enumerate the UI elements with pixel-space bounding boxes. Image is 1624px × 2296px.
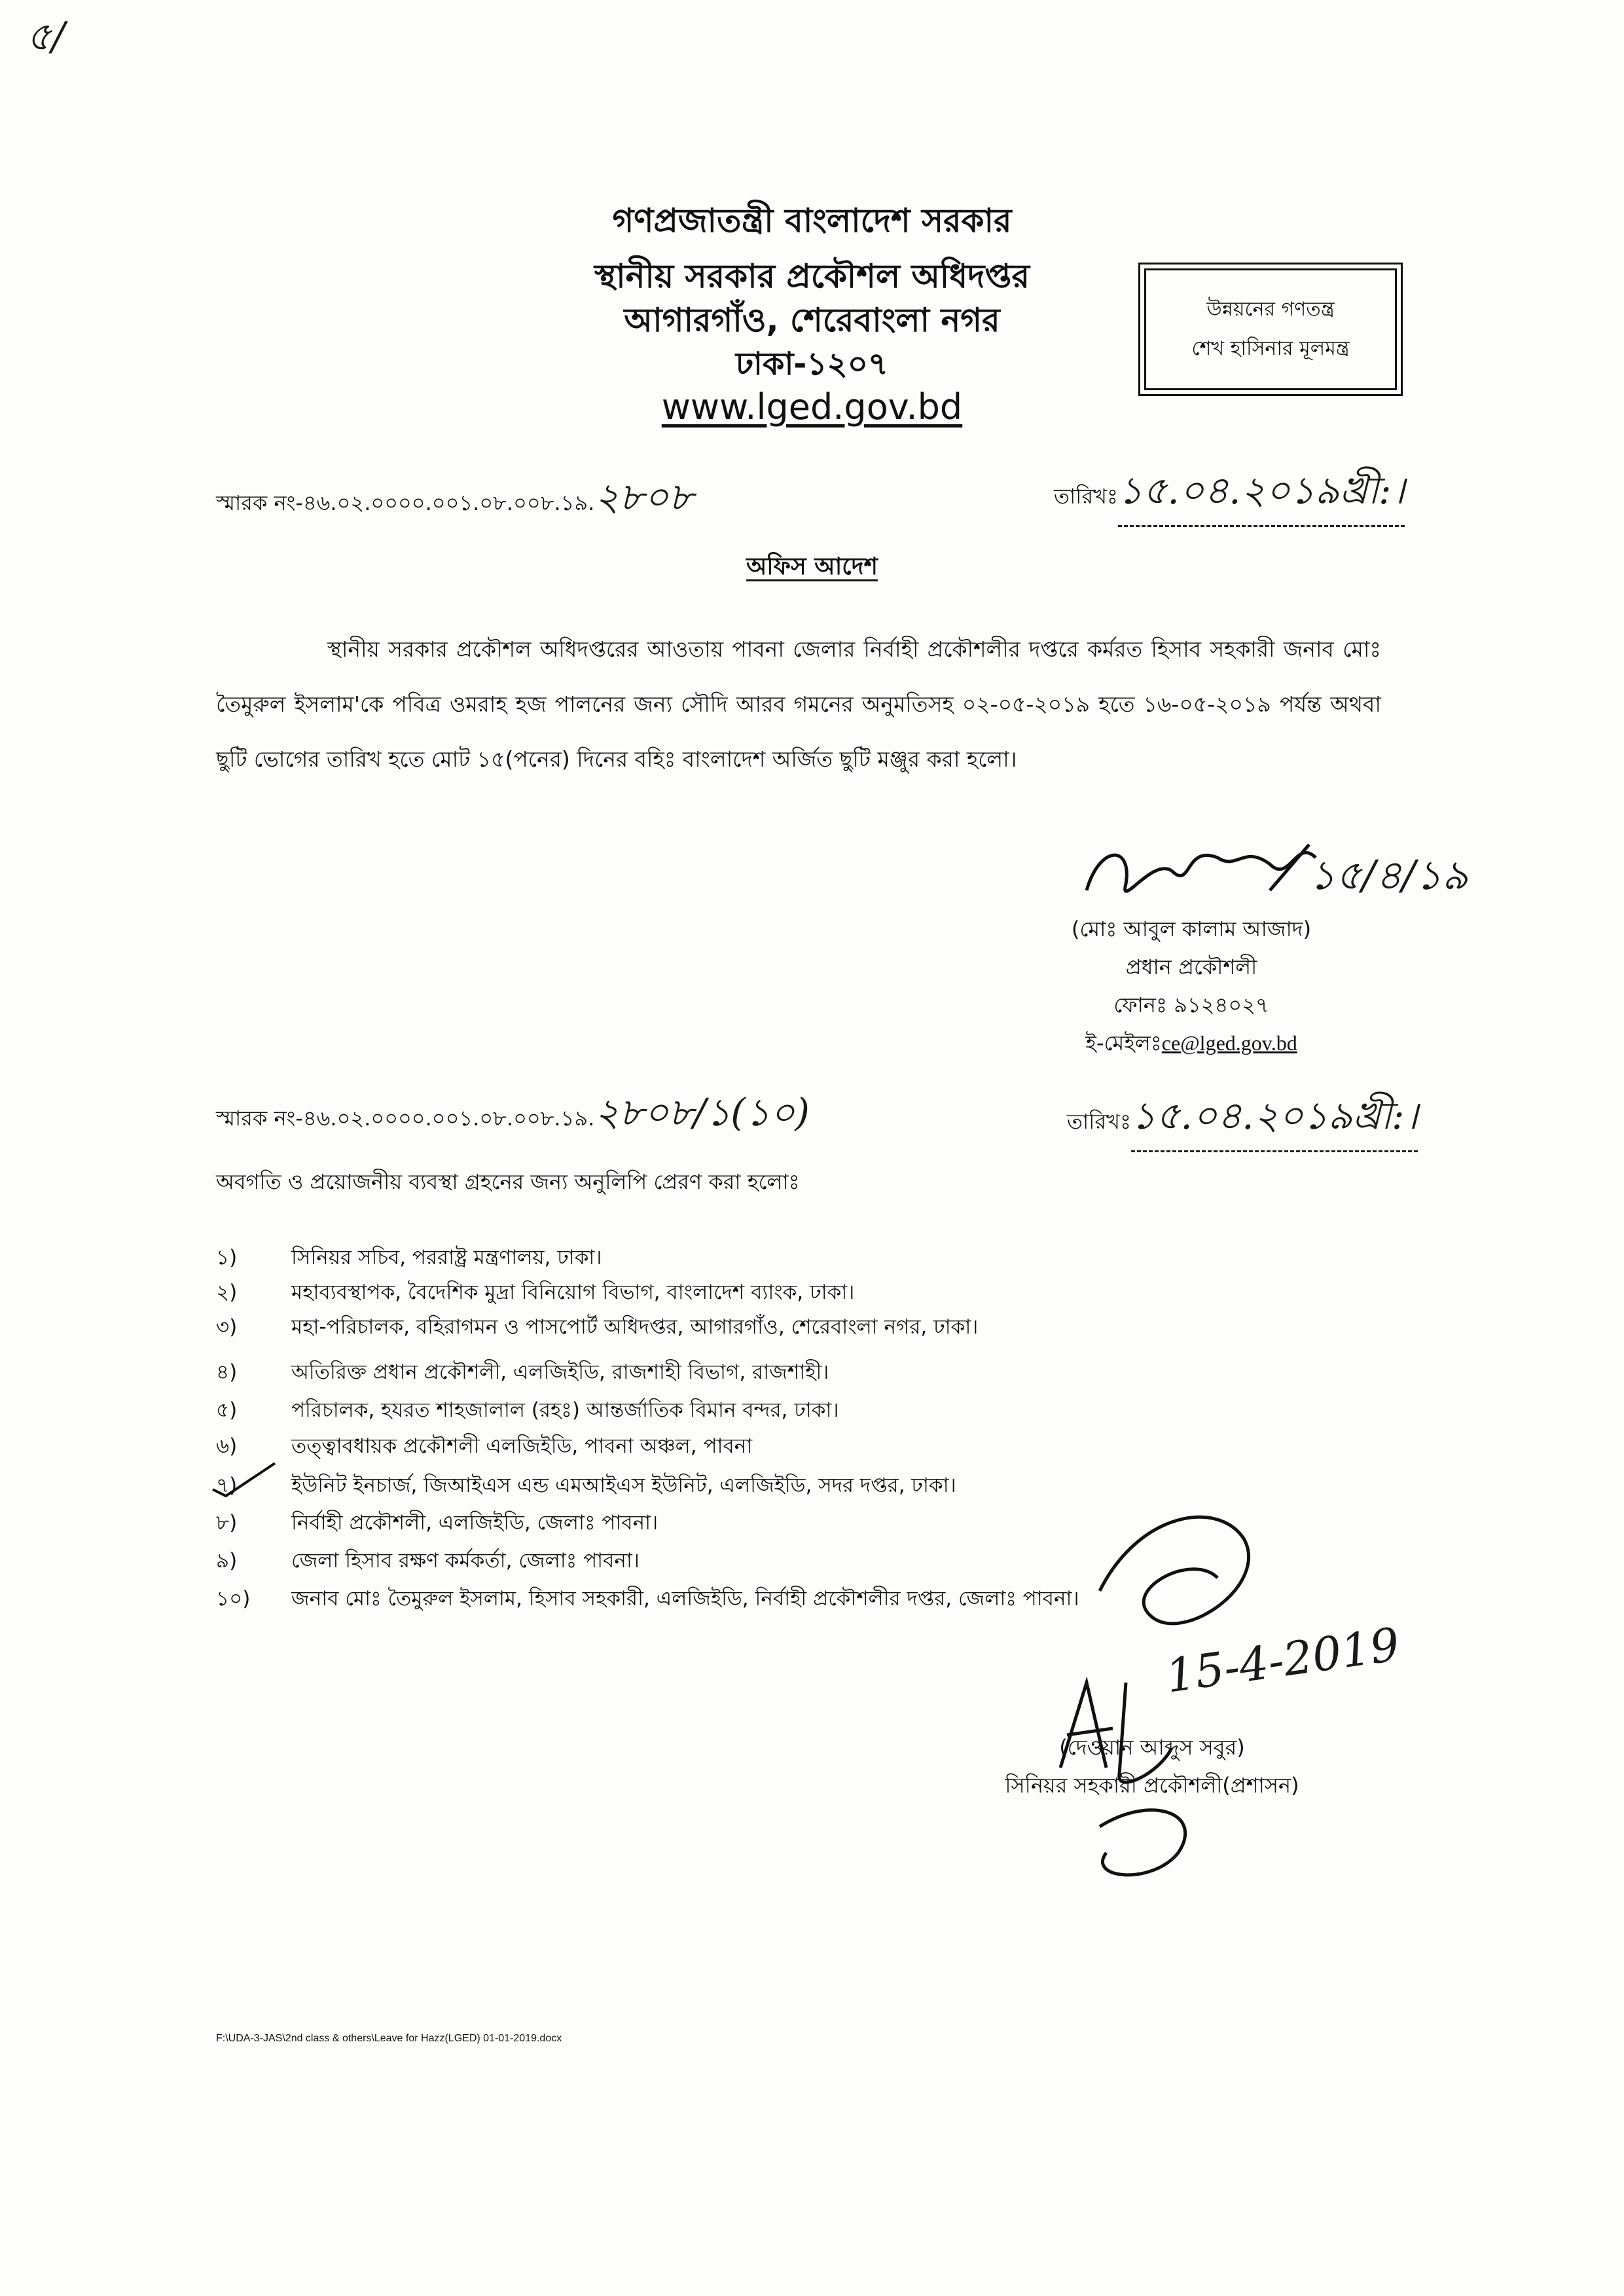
cc-list-item: ৮) নির্বাহী প্রকৌশলী, এলজিইডি, জেলাঃ পাবনা। <box>216 1511 659 1535</box>
department-address: আগারগাঁও, শেরেবাংলা নগর <box>624 301 1000 339</box>
order-body: স্থানীয় সরকার প্রকৌশল অধিদপ্তরের আওতায় পাবনা জেলার নির্বাহী প্রকৌশলীর দপ্তরে কর্মরত হিসাব সহকারী জনাব মোঃ তৈমুরুল ইসলাম'কে পবিত্র ওমরাহ হজ পালনের জন্য সৌদি আরব গমনের অনুমতিসহ ০২-০৫-২০১৯ হতে ১৬-০৫-২০১৯ পর্যন্ত অথবা ছুটি ভোগের তারিখ হতে মোট ১৫(পনের) দিনের বহিঃ বাংলাদেশ অর্জিত ছুটি মঞ্জুর করা হলো। <box>216 636 1381 772</box>
memo-label: স্মারক নং-৪৬.০২.০০০০.০০১.০৮.০০৮.১৯. <box>216 490 595 515</box>
signatory-name: (দেওয়ান আব্দুস সবুর) <box>1059 1735 1245 1760</box>
signatory-designation: প্রধান প্রকৌশলী <box>1125 955 1257 979</box>
cc-list-item: ৬) তত্ত্বাবধায়ক প্রকৌশলী এলজিইডি, পাবনা অঞ্চল, পাবনা <box>216 1434 753 1458</box>
signatory-email-row <box>1021 1024 1362 1062</box>
department-city: ঢাকা-১২০৭ <box>735 346 889 382</box>
date-label: তারিখঃ <box>1054 484 1119 509</box>
website-link[interactable]: www.lged.gov.bd <box>661 386 963 428</box>
cc-list-item: ৩) মহা-পরিচালক, বহিরাগমন ও পাসপোর্ট অধিদপ্তর, আগারগাঁও, শেরেবাংলা নগর, ঢাকা। <box>216 1315 979 1339</box>
footer-file-path: F:\UDA-3-JAS\2nd class & others\Leave for Hazz(LGED) 01-01-2019.docx <box>216 2033 562 2044</box>
memo-date-2 <box>1067 1087 1418 1152</box>
slogan-box <box>1144 268 1397 390</box>
memo-handwritten-number: ২৮০৮/১(১০) <box>594 1090 810 1135</box>
handwritten-date: ১৫.০৪.২০১৯খ্রী:। <box>1118 462 1405 527</box>
cc-list-item: ৯) জেলা হিসাব রক্ষণ কর্মকর্তা, জেলাঃ পাবনা। <box>216 1549 640 1573</box>
signatory-block-2 <box>916 1728 1388 1804</box>
email-link[interactable]: ce@lged.gov.bd <box>1161 1031 1297 1055</box>
handwritten-date: ১৫.০৪.২০১৯খ্রী:। <box>1131 1087 1418 1152</box>
cc-list-item: ৫) পরিচালক, হযরত শাহজালাল (রহঃ) আন্তর্জাতিক বিমান বন্দর, ঢাকা। <box>216 1398 839 1422</box>
signature-date-1: ১৫/৪/১৯ <box>1309 851 1468 899</box>
memo-handwritten-number: ২৮০৮ <box>594 475 694 519</box>
cc-list-item: ১০) জনাব মোঃ তৈমুরুল ইসলাম, হিসাব সহকারী, এলজিইডি, নির্বাহী প্রকৌশলীর দপ্তর, জেলাঃ পাবনা। <box>216 1587 1079 1611</box>
office-order-title: অফিস আদেশ <box>746 553 878 580</box>
memo-label: স্মারক নং-৪৬.০২.০০০০.০০১.০৮.০০৮.১৯. <box>216 1106 595 1131</box>
corner-handwritten-mark: ৫/ <box>26 14 65 60</box>
slogan-line-2: শেখ হাসিনার মূলমন্ত্র <box>1191 337 1350 360</box>
slogan-line-1: উন্নয়নের গণতন্ত্র <box>1206 298 1335 321</box>
signatory-block-1 <box>1021 910 1362 1062</box>
signatory-phone: ফোনঃ ৯১২৪০২৭ <box>1113 993 1269 1017</box>
signatory-designation: সিনিয়র সহকারী প্রকৌশলী(প্রশাসন) <box>1005 1773 1299 1798</box>
cc-list-item: ১) সিনিয়র সচিব, পররাষ্ট্র মন্ত্রণালয়, ঢাকা। <box>216 1246 602 1269</box>
check-mark-icon <box>209 1460 281 1499</box>
date-label: তারিখঃ <box>1067 1109 1132 1134</box>
email-label: ই-মেইলঃ <box>1085 1030 1162 1055</box>
memo-number-2 <box>216 1084 810 1147</box>
memo-date-1 <box>1054 462 1405 527</box>
cc-list-item: ৭) ইউনিট ইনচার্জ, জিআইএস এন্ড এমআইএস ইউনিট, এলজিইডি, সদর দপ্তর, ঢাকা। <box>216 1474 956 1497</box>
department-name: স্থানীয় সরকার প্রকৌশল অধিদপ্তর <box>594 257 1030 295</box>
memo-number-1 <box>216 468 693 532</box>
cc-list-item: ৪) অতিরিক্ত প্রধান প্রকৌশলী, এলজিইডি, রাজশাহী বিভাগ, রাজশাহী। <box>216 1360 829 1384</box>
cc-list-item: ২) মহাব্যবস্থাপক, বৈদেশিক মুদ্রা বিনিয়োগ বিভাগ, বাংলাদেশ ব্যাংক, ঢাকা। <box>216 1281 855 1304</box>
signature-date-2: 15-4-2019 <box>1163 1617 1403 1704</box>
government-name: গণপ্রজাতন্ত্রী বাংলাদেশ সরকার <box>612 202 1012 240</box>
signatory-name: (মোঃ আবুল কালাম আজাদ) <box>1071 917 1312 941</box>
copy-distribution-intro: অবগতি ও প্রয়োজনীয় ব্যবস্থা গ্রহনের জন্য অনুলিপি প্রেরণ করা হলোঃ <box>216 1169 800 1194</box>
